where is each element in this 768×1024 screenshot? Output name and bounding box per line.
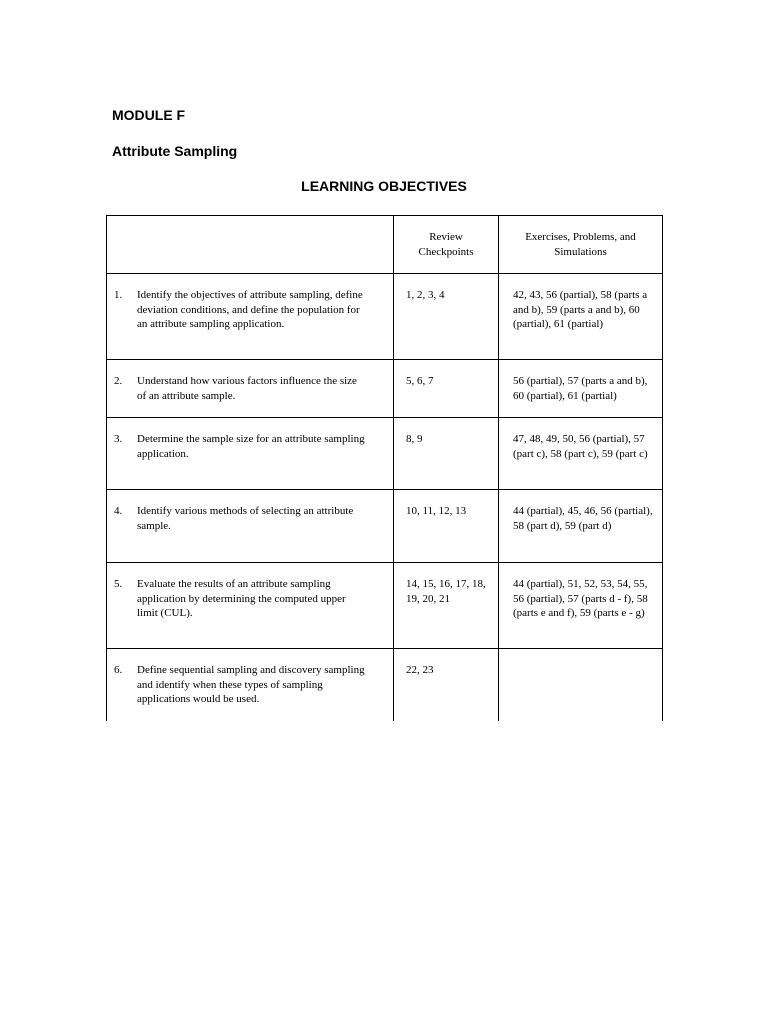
table-header-row [107, 216, 663, 274]
review-checkpoints-cell: 8, 9 [394, 418, 499, 490]
exercises-cell [499, 649, 663, 721]
objective-cell [107, 649, 394, 721]
learning-objectives-table [106, 215, 663, 721]
objective-number: 2. [114, 375, 123, 387]
review-checkpoints-cell: 14, 15, 16, 17, 18, 19, 20, 21 [394, 563, 499, 649]
objective-number: 5. [114, 578, 123, 590]
table-row [107, 649, 663, 721]
review-checkpoints-cell: 1, 2, 3, 4 [394, 274, 499, 360]
objective-number: 4. [114, 505, 123, 517]
objective-number: 6. [114, 664, 123, 676]
objective-cell [107, 490, 394, 563]
table-row [107, 360, 663, 418]
section-title: LEARNING OBJECTIVES [301, 178, 467, 194]
objective-column-header [107, 216, 394, 274]
table-row [107, 490, 663, 563]
exercises-cell: 56 (partial), 57 (parts a and b), 60 (partial), 61 (partial) [499, 360, 663, 418]
objective-text: Identify various methods of selecting an attribute sample. [137, 505, 354, 532]
objective-cell [107, 274, 394, 360]
objective-text: Evaluate the results of an attribute sampling application by determining the computed upper limit (CUL). [137, 578, 346, 619]
exercises-cell: 44 (partial), 45, 46, 56 (partial), 58 (part d), 59 (part d) [499, 490, 663, 563]
review-checkpoints-cell: 22, 23 [394, 649, 499, 721]
review-checkpoints-cell: 10, 11, 12, 13 [394, 490, 499, 563]
review-checkpoints-header: Review Checkpoints [394, 216, 499, 274]
table-row [107, 563, 663, 649]
chapter-title: Attribute Sampling [112, 143, 238, 159]
objective-text: Understand how various factors influence the size of an attribute sample. [137, 375, 357, 402]
objective-cell [107, 563, 394, 649]
objective-cell [107, 418, 394, 490]
objective-number: 3. [114, 433, 123, 445]
objective-number: 1. [114, 289, 123, 301]
objective-text: Define sequential sampling and discovery sampling and identify when these types of sampling applications would be used. [137, 664, 365, 705]
module-title: MODULE F [112, 107, 186, 123]
review-checkpoints-cell: 5, 6, 7 [394, 360, 499, 418]
exercises-header: Exercises, Problems, and Simulations [499, 216, 663, 274]
objective-cell [107, 360, 394, 418]
exercises-cell: 42, 43, 56 (partial), 58 (parts a and b), 59 (parts a and b), 60 (partial), 61 (partial) [499, 274, 663, 360]
table-row [107, 418, 663, 490]
table-row [107, 274, 663, 360]
exercises-cell: 47, 48, 49, 50, 56 (partial), 57 (part c), 58 (part c), 59 (part c) [499, 418, 663, 490]
exercises-cell: 44 (partial), 51, 52, 53, 54, 55, 56 (partial), 57 (parts d - f), 58 (parts e and f), 59 (parts e - g) [499, 563, 663, 649]
objective-text: Determine the sample size for an attribute sampling application. [137, 433, 365, 460]
objective-text: Identify the objectives of attribute sampling, define deviation conditions, and define the population for an attribute sampling application. [137, 289, 363, 330]
